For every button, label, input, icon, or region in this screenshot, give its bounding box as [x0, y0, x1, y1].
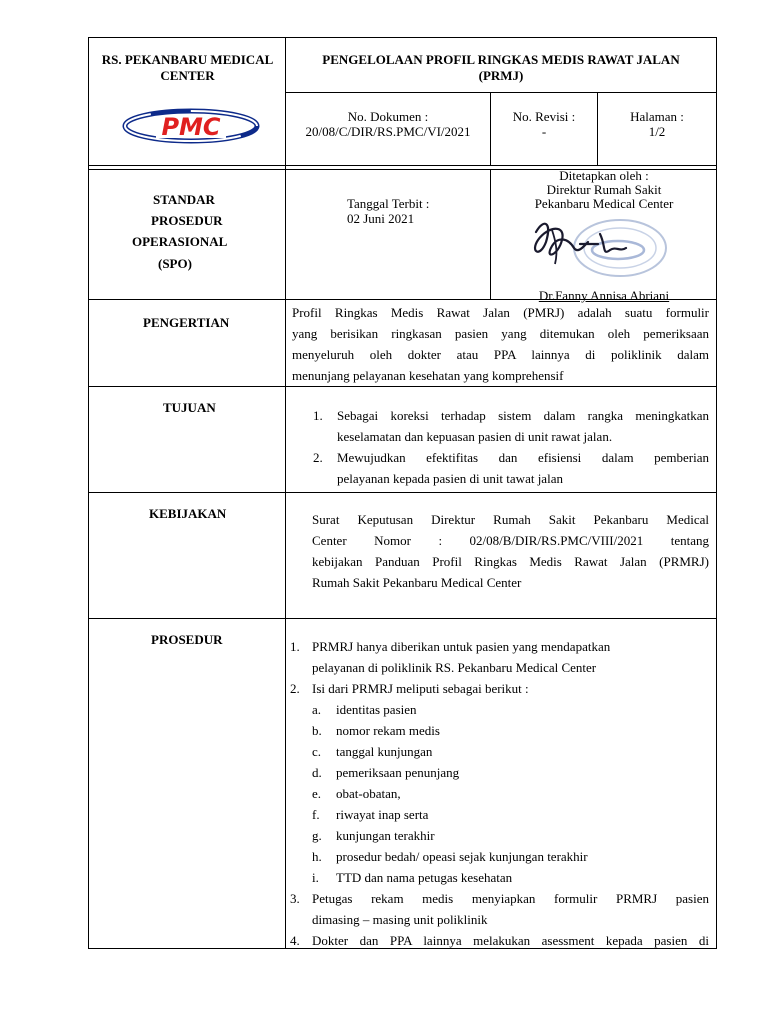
halaman-value: 1/2: [648, 124, 666, 139]
table-border-top: [88, 37, 717, 38]
signer-name: Dr.Fanny Annisa Abriani: [538, 288, 670, 303]
ditetapkan-line-1: Ditetapkan oleh :: [559, 168, 649, 183]
sub-list: [290, 699, 709, 888]
sub-list-item: g. kunjungan terakhir: [312, 828, 435, 843]
table-line: [88, 165, 717, 166]
doc-title: PENGELOLAAN PROFIL RINGKAS MEDIS RAWAT JALAN (PRMJ): [322, 52, 680, 83]
logo-text: PMC: [161, 113, 221, 141]
sub-list-item: d. pemeriksaan penunjang: [312, 765, 460, 780]
list-item: 3. Petugas rekam medis menyiapkan formulir PRMRJ pasien dimasing – masing unit poliklinik: [290, 891, 709, 927]
list-item: 1. Sebagai koreksi terhadap sistem dalam rangka meningkatkan keselamatan dan kepuasan pasien di unit rawat jalan.: [313, 408, 709, 444]
spo-line-3: OPERASIONAL: [132, 234, 228, 249]
sub-list-item: h. prosedur bedah/ opeasi sejak kunjungan terakhir: [312, 849, 588, 864]
prosedur-list: [290, 636, 709, 951]
sub-list-item: c. tanggal kunjungan: [312, 744, 433, 759]
no-revisi-value: -: [541, 124, 547, 139]
table-border-left: [88, 37, 89, 949]
halaman-label: Halaman :: [630, 109, 684, 124]
spo-line-1: STANDAR: [153, 192, 215, 207]
sub-list-item: e. obat-obatan,: [312, 786, 401, 801]
stamp-and-signature: [522, 212, 672, 284]
table-line: [88, 492, 717, 493]
no-revisi-label: No. Revisi :: [512, 109, 576, 124]
org-name: RS. PEKANBARU MEDICAL CENTER: [101, 52, 274, 83]
sub-list-item: b. nomor rekam medis: [312, 723, 440, 738]
ditetapkan-line-3: Pekanbaru Medical Center: [534, 196, 674, 211]
no-dokumen-label: No. Dokumen :: [347, 109, 429, 124]
pengertian-label: PENGERTIAN: [143, 315, 230, 330]
list-item: 1. PRMRJ hanya diberikan untuk pasien yang mendapatkan pelayanan di poliklinik RS. Pekanbaru Medical Center: [290, 639, 611, 675]
list-item: 2. Isi dari PRMRJ meliputi sebagai berikut :: [290, 681, 529, 696]
list-item: 2. Mewujudkan efektifitas dan efisiensi dalam pemberian pelayanan kepada pasien di unit tawat jalan: [313, 450, 709, 486]
ditetapkan-line-2: Direktur Rumah Sakit: [546, 182, 662, 197]
sub-list-item: a. identitas pasien: [312, 702, 417, 717]
kebijakan-label: KEBIJAKAN: [149, 506, 227, 521]
list-item: 4. Dokter dan PPA lainnya melakukan asessment kepada pasien di: [290, 933, 709, 948]
pengertian-text: Profil Ringkas Medis Rawat Jalan (PMRJ) adalah suatu formulir yang berisikan ringkasan pasien yang ditemukan oleh pemeriksaan menyeluruh oleh dokter atau PPA lainnya di poliklinik dalam menunjang pelayanan kesehatan yang komprehensif: [292, 305, 709, 383]
tujuan-label: TUJUAN: [163, 400, 216, 415]
prosedur-label: PROSEDUR: [151, 632, 223, 647]
no-dokumen-value: 20/08/C/DIR/RS.PMC/VI/2021: [305, 124, 471, 139]
spo-line-2: PROSEDUR: [151, 213, 223, 228]
spo-line-4: (SPO): [158, 256, 192, 271]
table-line: [285, 92, 717, 93]
sub-list-item: i. TTD dan nama petugas kesehatan: [312, 870, 513, 885]
column-divider: [597, 92, 598, 166]
table-line: [88, 618, 717, 619]
tanggal-terbit-value: 02 Juni 2021: [347, 211, 415, 226]
tanggal-terbit-label: Tanggal Terbit :: [347, 196, 430, 211]
hospital-logo: [118, 102, 268, 152]
column-divider: [285, 37, 286, 949]
sub-list-item: f. riwayat inap serta: [312, 807, 429, 822]
kebijakan-text: Surat Keputusan Direktur Rumah Sakit Pekanbaru Medical Center Nomor : 02/08/B/DIR/RS.PMC/VIII/2021 tentang kebijakan Panduan Profil Ringkas Medis Rawat Jalan (PRMRJ) Rumah Sakit Pekanbaru Medical Center: [312, 512, 709, 590]
column-divider: [490, 92, 491, 166]
table-line: [88, 386, 717, 387]
tujuan-list: [313, 405, 709, 489]
column-divider: [490, 169, 491, 300]
table-border-right: [716, 37, 717, 949]
